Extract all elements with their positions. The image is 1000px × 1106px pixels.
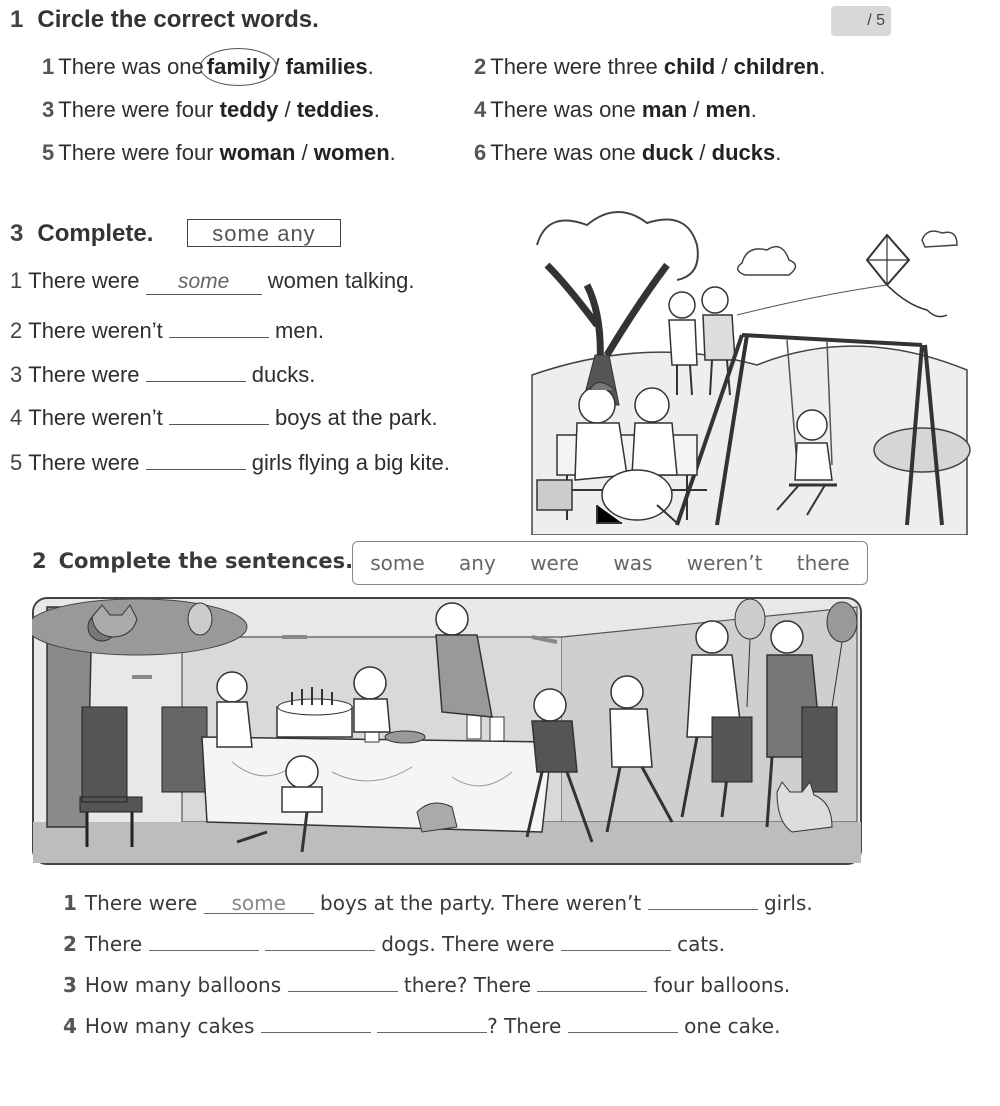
answer-blank[interactable] [146, 445, 246, 470]
answer-blank[interactable] [377, 1010, 487, 1033]
word-box-item: were [530, 551, 579, 575]
s1-item-6: 6 There was one duck / ducks. [474, 140, 782, 165]
section-1-number: 1 [10, 6, 24, 33]
park-illustration [527, 205, 972, 535]
option-word[interactable]: teddy [219, 97, 279, 122]
answer-blank[interactable] [561, 928, 671, 951]
option-word[interactable]: duck [641, 140, 694, 165]
word-box-item: some [370, 551, 425, 575]
section-1-heading [10, 6, 319, 34]
section-2-heading: 2 Complete the sentences. [32, 549, 354, 573]
circled-answer[interactable]: family [204, 54, 274, 80]
option-word[interactable]: families [285, 54, 368, 79]
answer-blank[interactable]: some [204, 891, 314, 914]
option-word[interactable]: women [313, 140, 390, 165]
option-word[interactable]: men [705, 97, 751, 122]
s1-item-5: 5 There were four woman / women. [42, 140, 396, 165]
answer-blank[interactable] [288, 969, 398, 992]
answer-blank[interactable] [149, 928, 259, 951]
answer-blank[interactable] [568, 1010, 678, 1033]
word-box-some-any: some any [187, 219, 341, 247]
answer-blank[interactable]: some [146, 270, 262, 295]
word-box-item: any [459, 551, 496, 575]
answer-blank[interactable] [537, 969, 647, 992]
answer-blank[interactable] [169, 400, 269, 425]
s1-item-1: 1 There was one family / families. [42, 54, 374, 79]
word-box [352, 541, 868, 585]
s3-item-5: 5 There were girls flying a big kite. [10, 445, 450, 476]
section-3-heading: 3 Complete. [10, 220, 154, 247]
answer-blank[interactable] [261, 1010, 371, 1033]
section-2-title: Complete the sentences. [58, 549, 354, 573]
option-word[interactable]: children [733, 54, 820, 79]
s3-item-2: 2 There weren’t men. [10, 313, 324, 344]
option-word[interactable]: child [663, 54, 716, 79]
s2-item-4: 4 How many cakes ? There one cake. [63, 1010, 780, 1038]
option-word[interactable]: man [641, 97, 688, 122]
s3-item-4: 4 There weren’t boys at the park. [10, 400, 438, 431]
section-1-title: Circle the correct words. [37, 6, 319, 33]
option-word[interactable]: teddies [296, 97, 374, 122]
section-3-title: Complete. [37, 220, 154, 247]
score-box: / 5 [831, 6, 891, 36]
answer-blank[interactable] [265, 928, 375, 951]
s1-item-4: 4 There was one man / men. [474, 97, 757, 122]
answer-blank[interactable] [169, 313, 269, 338]
s2-item-3: 3 How many balloons there? There four balloons. [63, 969, 790, 997]
s2-item-1: 1 There were some boys at the party. There weren’t girls. [63, 887, 813, 915]
s1-item-3: 3 There were four teddy / teddies. [42, 97, 380, 122]
answer-blank[interactable] [648, 887, 758, 910]
word-box-item: there [796, 551, 850, 575]
word-box-item: weren’t [686, 551, 763, 575]
answer-blank[interactable] [146, 357, 246, 382]
option-word[interactable]: ducks [711, 140, 776, 165]
s3-item-1: 1 There were some women talking. [10, 268, 415, 293]
s2-item-2: 2 There dogs. There were cats. [63, 928, 725, 956]
party-illustration [32, 597, 862, 865]
s1-item-2: 2 There were three child / children. [474, 54, 826, 79]
word-box-item: was [613, 551, 653, 575]
s3-item-3: 3 There were ducks. [10, 357, 315, 388]
option-word[interactable]: woman [219, 140, 296, 165]
